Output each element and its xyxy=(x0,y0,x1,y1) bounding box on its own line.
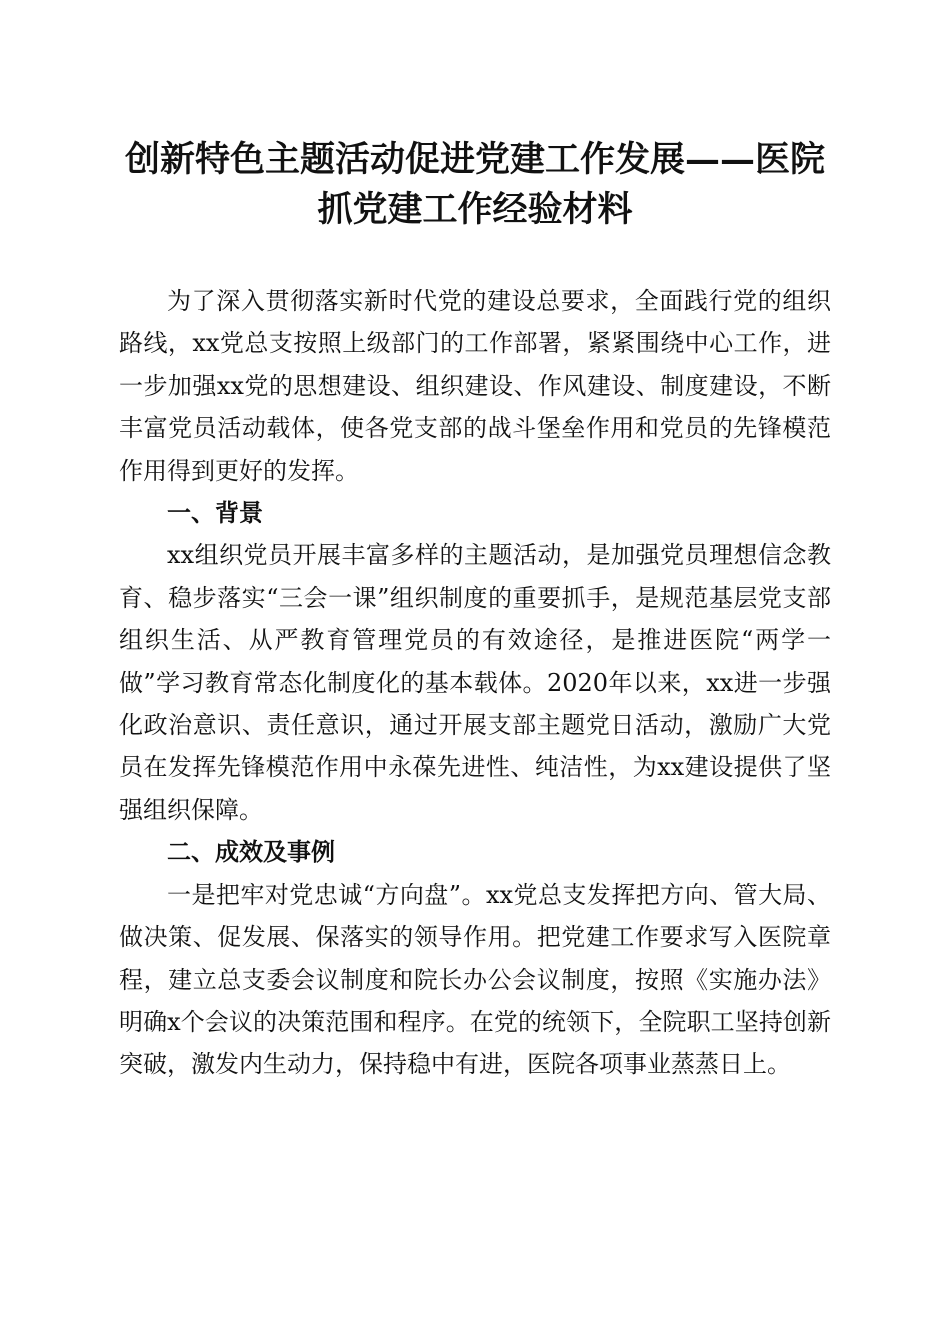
document-title xyxy=(100,135,850,235)
section-heading-results: 二、成效及事例 xyxy=(167,838,335,867)
intro-paragraph: 为了深入贯彻落实新时代党的建设总要求，全面践行党的组织路线，xx党总支按照上级部门的工作部署，紧紧围绕中心工作，进一步加强xx党的思想建设、组织建设、作风建设、制度建设，不断丰富党员活动载体，使各党支部的战斗堡垒作用和党员的先锋模范作用得到更好的发挥。 xyxy=(119,287,831,485)
title-line-1: 创新特色主题活动促进党建工作发展——医院 xyxy=(124,139,825,180)
background-paragraph: xx组织党员开展丰富多样的主题活动，是加强党员理想信念教育、稳步落实“三会一课”组织制度的重要抓手，是规范基层党支部组织生活、从严教育管理党员的有效途径，是推进医院“两学一做”学习教育常态化制度化的基本载体。2020年以来，xx进一步强化政治意识、责任意识，通过开展支部主题党日活动，激励广大党员在发挥先锋模范作用中永葆先进性、纯洁性，为xx建设提供了坚强组织保障。 xyxy=(119,541,831,824)
title-line-2: 抓党建工作经验材料 xyxy=(317,189,633,230)
document-body xyxy=(119,280,831,1086)
results-paragraph xyxy=(119,874,831,1086)
section-heading-background: 一、背景 xyxy=(167,499,263,528)
results-lead-sentence: 一是把牢对党忠诚“方向盘”。 xyxy=(167,880,486,909)
results-text: xx党总支发挥把方向、管大局、做决策、促发展、保落实的领导作用。把党建工作要求写入医院章程，建立总支委会议制度和院长办公会议制度，按照《实施办法》明确x个会议的决策范围和程序。在党的统领下，全院职工坚持创新突破，激发内生动力，保持稳中有进，医院各项事业蒸蒸日上。 xyxy=(119,880,831,1079)
